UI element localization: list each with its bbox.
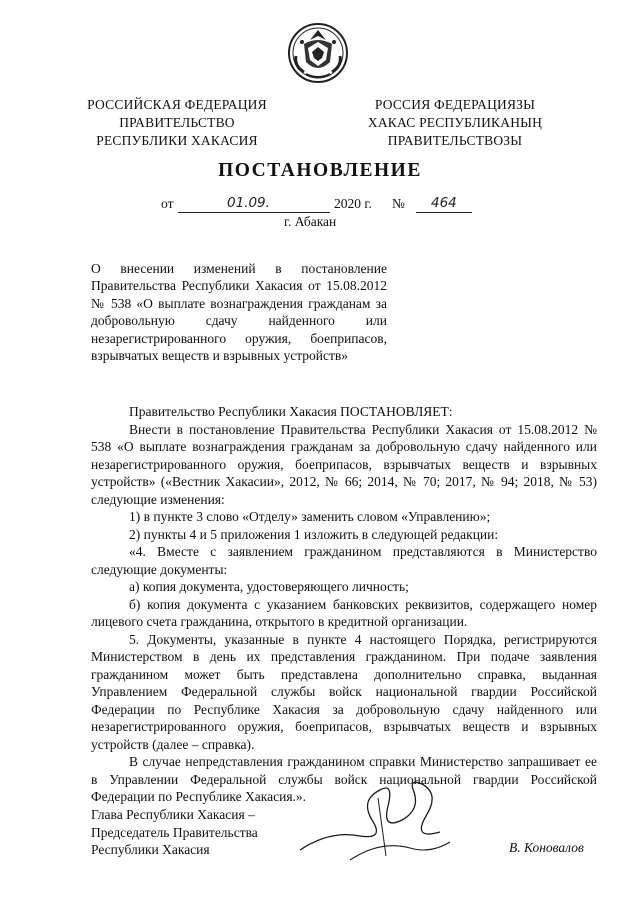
header-left-line-1: РОССИЙСКАЯ ФЕДЕРАЦИЯ [87,97,267,112]
coat-of-arms-emblem [286,22,350,84]
header-left-line-3: РЕСПУБЛИКИ ХАКАСИЯ [96,133,258,148]
date-prefix: от [161,196,174,211]
body-clause-5: 5. Документы, указанные в пункте 4 настоящего Порядка, регистрируются Министерством в день их представления гражданином. При подаче заявления гражданином может быть представлена дополнительно справка, выданная Управлением Федеральной службы войск национальной гвардии Российской Федерации по Республике Хакасия за добровольную сдачу найденного или незарегистрированного оружия, боеприпасов, взрывчатых веществ и взрывных устройств (далее – справка). [91,631,597,752]
body-clause-4a: а) копия документа, удостоверяющего личность; [129,579,409,594]
header-right [355,96,555,150]
header-right-line-1: РОССИЯ ФЕДЕРАЦИЯЗЫ [374,97,536,112]
body-clause-4: «4. Вместе с заявлением гражданином представляются в Министерство следующие документы: [91,544,597,577]
number-prefix: № [392,196,405,211]
city-label: г. Абакан [284,214,337,229]
signer-name: В. Коновалов [509,840,584,855]
body-paragraph-1: Внести в постановление Правительства Республики Хакасия от 15.08.2012 № 538 «О выплате вознаграждения гражданам за добровольную сдачу найденного или незарегистрированного оружия, боеприпасов, взрывчатых веществ и взрывных устройств» («Вестник Хакасии», 2012, № 66; 2014, № 70; 2017, № 94; 2018, № 53) следующие изменения: [91,421,597,507]
date-underline [178,212,330,213]
year-label: 2020 г. [334,196,372,211]
body-intro: Правительство Республики Хакасия ПОСТАНОВЛЯЕТ: [129,404,453,419]
body-clause-5-continued: В случае непредставления гражданином справки Министерство запрашивает ее в Управлении Федеральной службы войск национальной гвардии Российской Федерации по Республике Хакасия.». [91,754,597,804]
number-handwritten: 464 [431,195,457,211]
header-left-line-2: ПРАВИТЕЛЬСТВО [119,115,235,130]
date-handwritten: 01.09. [227,195,270,211]
document-body [91,403,597,806]
header-right-line-2: ХАКАС РЕСПУБЛИКАНЫҢ [367,115,543,130]
document-type-title: ПОСТАНОВЛЕНИЕ [218,160,422,181]
body-item-1: 1) в пункте 3 слово «Отделу» заменить словом «Управлению»; [129,509,491,524]
body-clause-4b: б) копия документа с указанием банковских реквизитов, содержащего номер лицевого счета гражданина, открытого в кредитной организации. [91,596,597,629]
signature-title-line-1: Глава Республики Хакасия – [91,807,255,822]
number-underline [416,212,472,213]
body-item-2: 2) пункты 4 и 5 приложения 1 изложить в следующей редакции: [129,526,499,542]
signature-title-line-2: Председатель Правительства [91,824,258,840]
signature-title-line-3: Республики Хакасия [91,842,210,858]
header-left [78,96,276,150]
signature-title [91,806,258,859]
document-subject: О внесении изменений в постановление Правительства Республики Хакасия от 15.08.2012 № 538 «О выплате вознаграждения гражданам за добровольную сдачу найденного или незарегистрированного оружия, боеприпасов, взрывчатых веществ и взрывных устройств» [91,261,387,364]
header-right-line-3: ПРАВИТЕЛЬСТВОЗЫ [387,133,523,148]
handwritten-signature [290,770,460,870]
